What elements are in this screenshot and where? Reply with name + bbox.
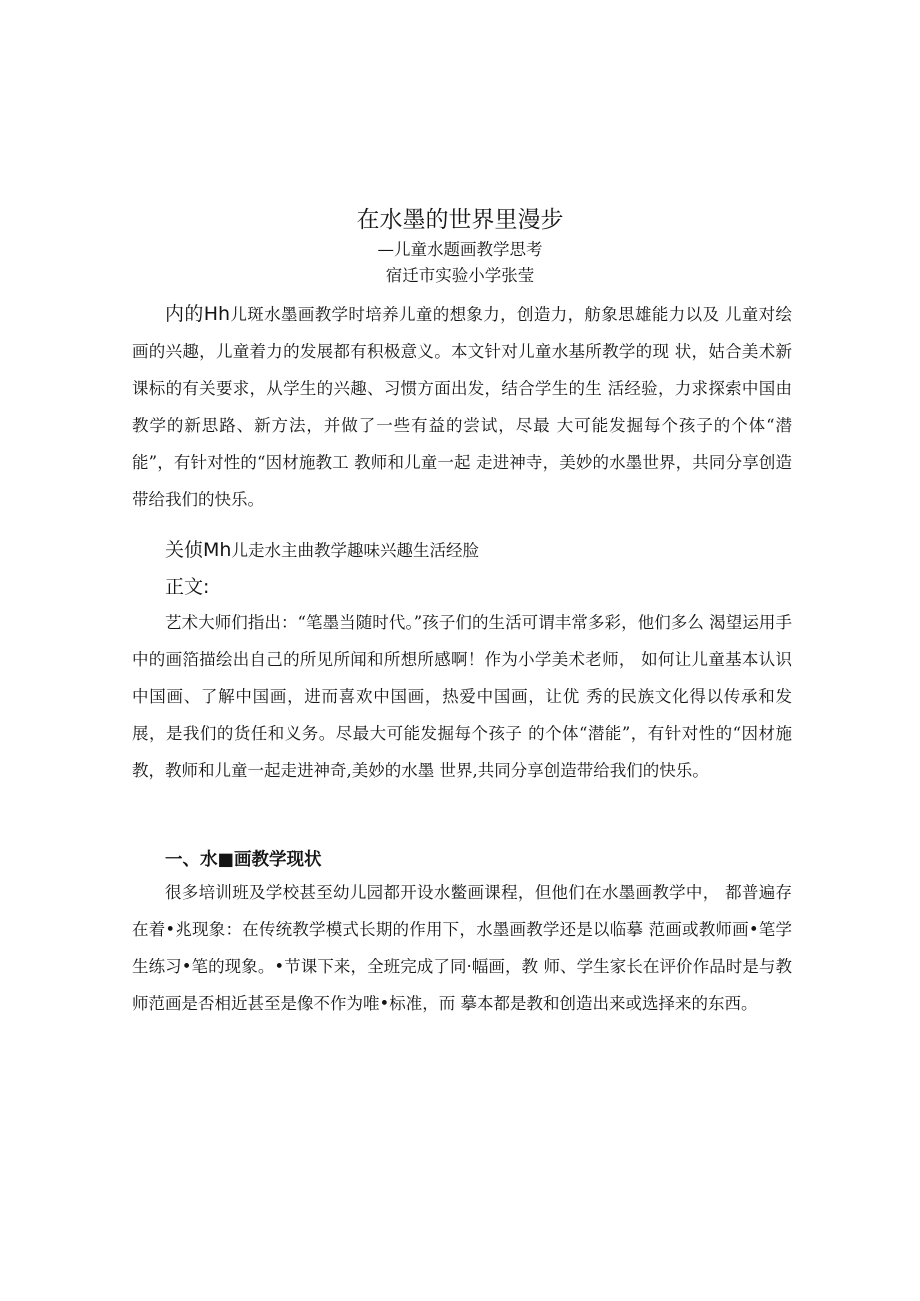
- abstract-text: 儿斑水墨画教学时培养儿童的想象力，创造力，舫象思雄能力以及 儿童对绘画的兴趣，儿童着力的发展都有积极意义。本文针对儿童水基所教学的现 状，姑合美术新课标的有关要求，从学生的兴趣、习惯方面出发，结合学生的生 活经验，力求探索中国由教学的新思路、新方法，并做了一些有益的尝试，尽最 大可能发掘每个孩子的个体“潜能”，有针对性的“因材施教工 教师和儿童一起 走进神寺，美妙的水墨世界，共同分享创造带给我们的快乐。: [132, 305, 792, 509]
- document-title: 在水墨的世界里漫步: [356, 207, 564, 233]
- author-line: 宿迁市实验小学张莹: [385, 266, 535, 285]
- body-label: 正文:: [165, 576, 210, 598]
- section-heading: 一、水■画教学现状: [165, 850, 322, 870]
- section-paragraph: 很多培训班及学校甚至幼儿园都开设水鳖画课程，但他们在水墨画教学中， 都普遍存在着•兆现象：在传统教学模式长期的作用下，水墨画教学还是以临摹 范画或教师画•笔学生练习•笔的现象。•节课下来，全班完成了同·幅画，教 师、学生家长在评价作品时是与教师范画是否相近甚至是像不作为唯•标准，而 摹本都是教和创造出来或选择来的东西。: [132, 883, 792, 1013]
- abstract-label: 内的Hh: [165, 303, 231, 325]
- intro-paragraph: 艺术大师们指出：“笔墨当随时代。”孩子们的生活可谓丰常多彩，他们多么 渴望运用手中的画箔描绘出自己的所见所闻和所想所感啊！作为小学美术老师， 如何让儿童基本认识中国画、了解中国画，进而喜欢中国画，热爱中国画，让优 秀的民族文化得以传承和发展，是我们的货任和义务。尽最大可能发掘每个孩子 的个体“潜能”，有针对性的“因材施教，教师和儿童一起走进神奇,美妙的水墨 世界,共同分享创造带给我们的快乐。: [132, 613, 792, 780]
- keywords-text: 儿走水主曲教学趣味兴趣生活经脸: [231, 541, 479, 560]
- keywords-label: 关侦Mh: [165, 539, 232, 561]
- abstract-paragraph: [132, 296, 792, 518]
- document-subtitle: —儿童水题画教学思考: [377, 240, 543, 259]
- keywords-line: [165, 535, 479, 562]
